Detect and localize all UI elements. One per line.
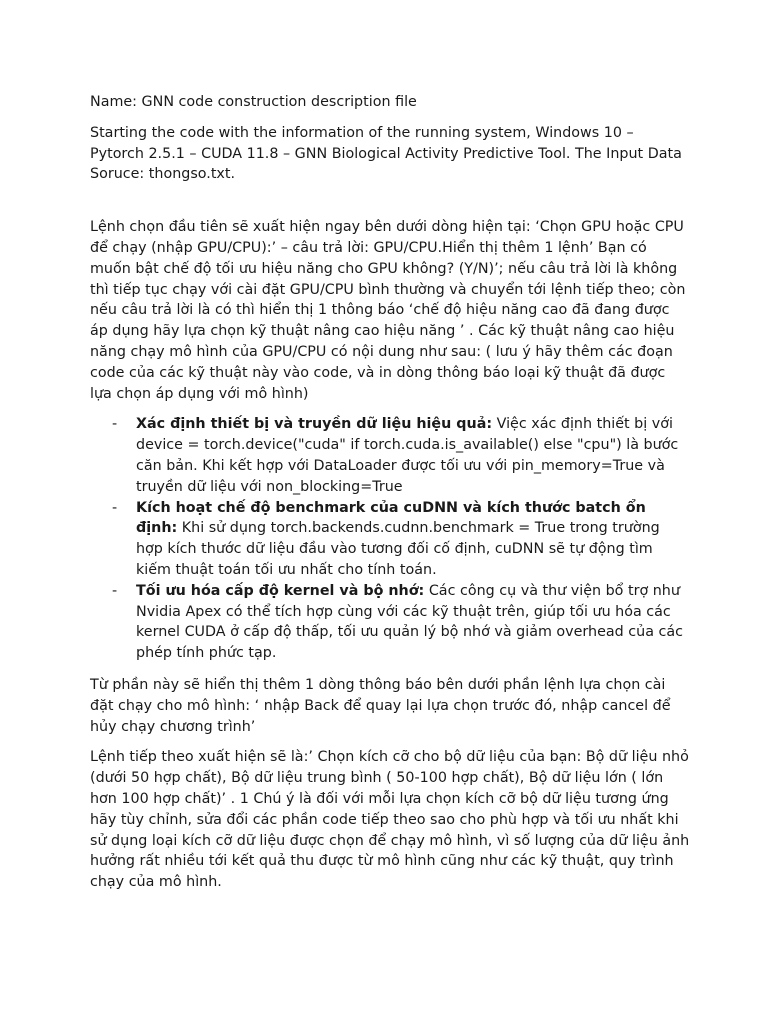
intro-paragraph: Starting the code with the information of the running system, Windows 10 – Pytorch 2.5.1 – CUDA 11.8 – GNN Biological Activity Predictive Tool. The Input Data Soruce: thongso.txt. <box>90 124 682 183</box>
list-item <box>90 581 690 664</box>
bullet-dash: - <box>112 416 118 433</box>
list-item-heading: Tối ưu hóa cấp độ kernel và bộ nhớ: <box>136 582 425 599</box>
first-command-paragraph: Lệnh chọn đầu tiên sẽ xuất hiện ngay bên dưới dòng hiện tại: ‘Chọn GPU hoặc CPU để chạy (nhập GPU/CPU):’ – câu trả lời: GPU/CPU.Hiển thị thêm 1 lệnh’ Bạn có muốn bật chế độ tối ưu hiệu năng cho GPU không? (Y/N)’; nếu câu trả lời là không thì tiếp tục chạy với cài đặt GPU/CPU bình thường và chuyển tới lệnh tiếp theo; còn nếu câu trả lời là có thì hiển thị 1 thông báo ‘chế độ hiệu năng cao đã đang được áp dụng hãy lựa chọn kỹ thuật nâng cao hiệu năng ’ . Các kỹ thuật nâng cao hiệu năng chạy mô hình của GPU/CPU có nội dung như sau: ( lưu ý hãy thêm các đoạn code của các kỹ thuật này vào code, và in dòng thông báo loại kỹ thuật đã được lựa chọn áp dụng với mô hình) <box>90 219 686 402</box>
bullet-dash: - <box>112 499 118 516</box>
list-item <box>90 498 690 581</box>
list-item-heading: Kích hoạt chế độ benchmark của cuDNN và kích thước batch ổn định: <box>136 499 646 537</box>
technique-list <box>90 414 690 664</box>
dataset-size-paragraph: Lệnh tiếp theo xuất hiện sẽ là:’ Chọn kích cỡ cho bộ dữ liệu của bạn: Bộ dữ liệu nhỏ (dưới 50 hợp chất), Bộ dữ liệu trung bình ( 50-100 hợp chất), Bộ dữ liệu lớn ( lớn hơn 100 hợp chất)’ . 1 Chú ý là đối với mỗi lựa chọn kích cỡ bộ dữ liệu tương ứng hãy tùy chỉnh, sửa đổi các phần code tiếp theo sao cho phù hợp và tối ưu nhất khi sử dụng loại kích cỡ dữ liệu được chọn để chạy mô hình, vì số lượng của dữ liệu ảnh hưởng rất nhiều tới kết quả thu được từ mô hình cũng như các kỹ thuật, quy trình chạy của mô hình. <box>90 749 690 891</box>
document-body <box>90 92 690 903</box>
document-name-line: Name: GNN code construction description file <box>90 94 417 110</box>
list-item-text: Các công cụ và thư viện bổ trợ như Nvidia Apex có thể tích hợp cùng với các kỹ thuật trên, giúp tối ưu hóa các kernel CUDA ở cấp độ thấp, tối ưu quản lý bộ nhớ và giảm overhead của các phép tính phức tạp. <box>136 582 684 662</box>
list-item <box>90 414 690 497</box>
list-item-heading: Xác định thiết bị và truyền dữ liệu hiệu quả: <box>136 416 493 433</box>
bullet-dash: - <box>112 582 118 599</box>
blank-line <box>90 195 690 217</box>
list-item-text: Việc xác định thiết bị với device = torch.device("cuda" if torch.cuda.is_available() else "cpu") là bước căn bản. Khi kết hợp với DataLoader được tối ưu với pin_memory=True và truyền dữ liệu với non_blocking=True <box>136 416 679 495</box>
list-item-text: Khi sử dụng torch.backends.cudnn.benchmark = True trong trường hợp kích thước dữ liệu đầu vào tương đối cố định, cuDNN sẽ tự động tìm kiếm thuật toán tối ưu nhất cho tính toán. <box>136 520 660 578</box>
back-cancel-paragraph: Từ phần này sẽ hiển thị thêm 1 dòng thông báo bên dưới phần lệnh lựa chọn cài đặt chạy cho mô hình: ‘ nhập Back để quay lại lựa chọn trước đó, nhập cancel để hủy chạy chương trình’ <box>90 676 671 735</box>
